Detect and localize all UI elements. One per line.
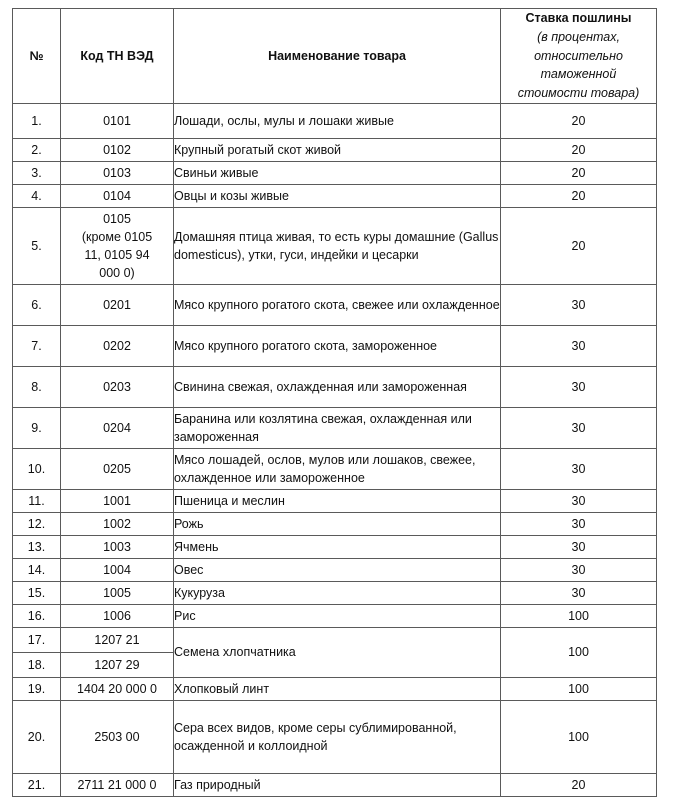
rate-header-subtitle-2: относительно xyxy=(534,48,623,63)
table-row xyxy=(13,103,657,138)
cell-code: 2503 00 xyxy=(61,700,174,773)
cell-code-lines xyxy=(61,210,173,283)
cell-rate: 20 xyxy=(501,103,657,138)
cell-code: 1002 xyxy=(61,512,174,535)
cell-name: Рожь xyxy=(174,512,501,535)
cell-name: Пшеница и меслин xyxy=(174,489,501,512)
table-row xyxy=(13,448,657,489)
cell-rate: 100 xyxy=(501,627,657,677)
table-row xyxy=(13,207,657,284)
cell-rate: 20 xyxy=(501,138,657,161)
cell-code: 2711 21 000 0 xyxy=(61,773,174,796)
cell-rate: 20 xyxy=(501,184,657,207)
table-row xyxy=(13,184,657,207)
cell-code: 1003 xyxy=(61,535,174,558)
cell-name: Домашняя птица живая, то есть куры домашние (Gallus domesticus), утки, гуси, индейки и цесарки xyxy=(174,207,501,284)
cell-number: 18. xyxy=(13,652,61,677)
table-row xyxy=(13,700,657,773)
column-header-name: Наименование товара xyxy=(174,9,501,104)
cell-rate: 100 xyxy=(501,700,657,773)
cell-name: Рис xyxy=(174,604,501,627)
cell-number: 5. xyxy=(13,207,61,284)
cell-number: 1. xyxy=(13,103,61,138)
cell-name: Овес xyxy=(174,558,501,581)
cell-code-line: 000 0) xyxy=(99,265,135,280)
cell-code: 0104 xyxy=(61,184,174,207)
cell-number: 14. xyxy=(13,558,61,581)
cell-code: 0202 xyxy=(61,325,174,366)
cell-rate: 30 xyxy=(501,325,657,366)
cell-number: 15. xyxy=(13,581,61,604)
table-header xyxy=(13,9,657,104)
duty-table xyxy=(12,8,657,797)
table-row xyxy=(13,407,657,448)
cell-code: 1001 xyxy=(61,489,174,512)
header-row xyxy=(13,9,657,104)
cell-code: 0102 xyxy=(61,138,174,161)
cell-number: 10. xyxy=(13,448,61,489)
rate-header-title: Ставка пошлины xyxy=(525,11,632,25)
rate-header-subtitle-1: (в процентах, xyxy=(537,29,620,44)
cell-code: 0103 xyxy=(61,161,174,184)
column-header-code: Код ТН ВЭД xyxy=(61,9,174,104)
cell-number: 21. xyxy=(13,773,61,796)
cell-rate: 30 xyxy=(501,448,657,489)
table-row xyxy=(13,284,657,325)
table-row xyxy=(13,325,657,366)
cell-code: 0201 xyxy=(61,284,174,325)
table-row xyxy=(13,535,657,558)
cell-number: 19. xyxy=(13,677,61,700)
table-body xyxy=(13,103,657,796)
cell-rate: 100 xyxy=(501,677,657,700)
cell-code xyxy=(61,207,174,284)
column-header-rate xyxy=(501,9,657,104)
table-row xyxy=(13,677,657,700)
cell-code: 1404 20 000 0 xyxy=(61,677,174,700)
cell-name: Свинина свежая, охлажденная или замороженная xyxy=(174,366,501,407)
cell-number: 7. xyxy=(13,325,61,366)
cell-code-line: 11, 0105 94 xyxy=(84,247,150,262)
table-row xyxy=(13,604,657,627)
table-row xyxy=(13,627,657,652)
cell-rate: 100 xyxy=(501,604,657,627)
cell-name: Лошади, ослы, мулы и лошаки живые xyxy=(174,103,501,138)
cell-rate: 30 xyxy=(501,407,657,448)
cell-number: 8. xyxy=(13,366,61,407)
cell-number: 13. xyxy=(13,535,61,558)
cell-code: 1006 xyxy=(61,604,174,627)
cell-number: 2. xyxy=(13,138,61,161)
cell-rate: 30 xyxy=(501,581,657,604)
cell-name: Газ природный xyxy=(174,773,501,796)
cell-rate: 20 xyxy=(501,161,657,184)
table-row xyxy=(13,581,657,604)
cell-code: 1004 xyxy=(61,558,174,581)
rate-header-subtitle-4: стоимости товара) xyxy=(517,86,640,100)
cell-rate: 20 xyxy=(501,773,657,796)
table-row xyxy=(13,489,657,512)
cell-rate: 30 xyxy=(501,284,657,325)
table-row xyxy=(13,138,657,161)
column-header-number: № xyxy=(13,9,61,104)
cell-code: 0205 xyxy=(61,448,174,489)
cell-number: 17. xyxy=(13,627,61,652)
cell-name: Баранина или козлятина свежая, охлажденная или замороженная xyxy=(174,407,501,448)
cell-name: Ячмень xyxy=(174,535,501,558)
duty-table-container xyxy=(12,8,656,797)
cell-code-line: (кроме 0105 xyxy=(81,229,153,244)
cell-rate: 30 xyxy=(501,535,657,558)
cell-name: Мясо крупного рогатого скота, замороженное xyxy=(174,325,501,366)
cell-number: 16. xyxy=(13,604,61,627)
cell-code: 1207 21 xyxy=(61,627,174,652)
cell-code: 0203 xyxy=(61,366,174,407)
cell-name: Крупный рогатый скот живой xyxy=(174,138,501,161)
cell-code: 1005 xyxy=(61,581,174,604)
table-row xyxy=(13,161,657,184)
cell-code-line: 0105 xyxy=(103,211,131,226)
cell-number: 3. xyxy=(13,161,61,184)
cell-code: 0101 xyxy=(61,103,174,138)
cell-name: Мясо крупного рогатого скота, свежее или охлажденное xyxy=(174,284,501,325)
cell-name: Мясо лошадей, ослов, мулов или лошаков, свежее, охлажденное или замороженное xyxy=(174,448,501,489)
cell-number: 9. xyxy=(13,407,61,448)
cell-code: 1207 29 xyxy=(61,652,174,677)
cell-code: 0204 xyxy=(61,407,174,448)
table-row xyxy=(13,558,657,581)
cell-name: Семена хлопчатника xyxy=(174,627,501,677)
rate-header-subtitle-3: таможенной xyxy=(540,67,617,82)
cell-rate: 30 xyxy=(501,512,657,535)
cell-name: Свиньи живые xyxy=(174,161,501,184)
cell-name: Сера всех видов, кроме серы сублимированной, осажденной и коллоидной xyxy=(174,700,501,773)
cell-name: Хлопковый линт xyxy=(174,677,501,700)
table-row xyxy=(13,512,657,535)
cell-name: Кукуруза xyxy=(174,581,501,604)
cell-rate: 20 xyxy=(501,207,657,284)
table-row xyxy=(13,366,657,407)
cell-number: 20. xyxy=(13,700,61,773)
cell-number: 11. xyxy=(13,489,61,512)
cell-rate: 30 xyxy=(501,489,657,512)
cell-rate: 30 xyxy=(501,366,657,407)
cell-rate: 30 xyxy=(501,558,657,581)
table-row xyxy=(13,773,657,796)
cell-number: 4. xyxy=(13,184,61,207)
cell-number: 6. xyxy=(13,284,61,325)
cell-name: Овцы и козы живые xyxy=(174,184,501,207)
cell-number: 12. xyxy=(13,512,61,535)
